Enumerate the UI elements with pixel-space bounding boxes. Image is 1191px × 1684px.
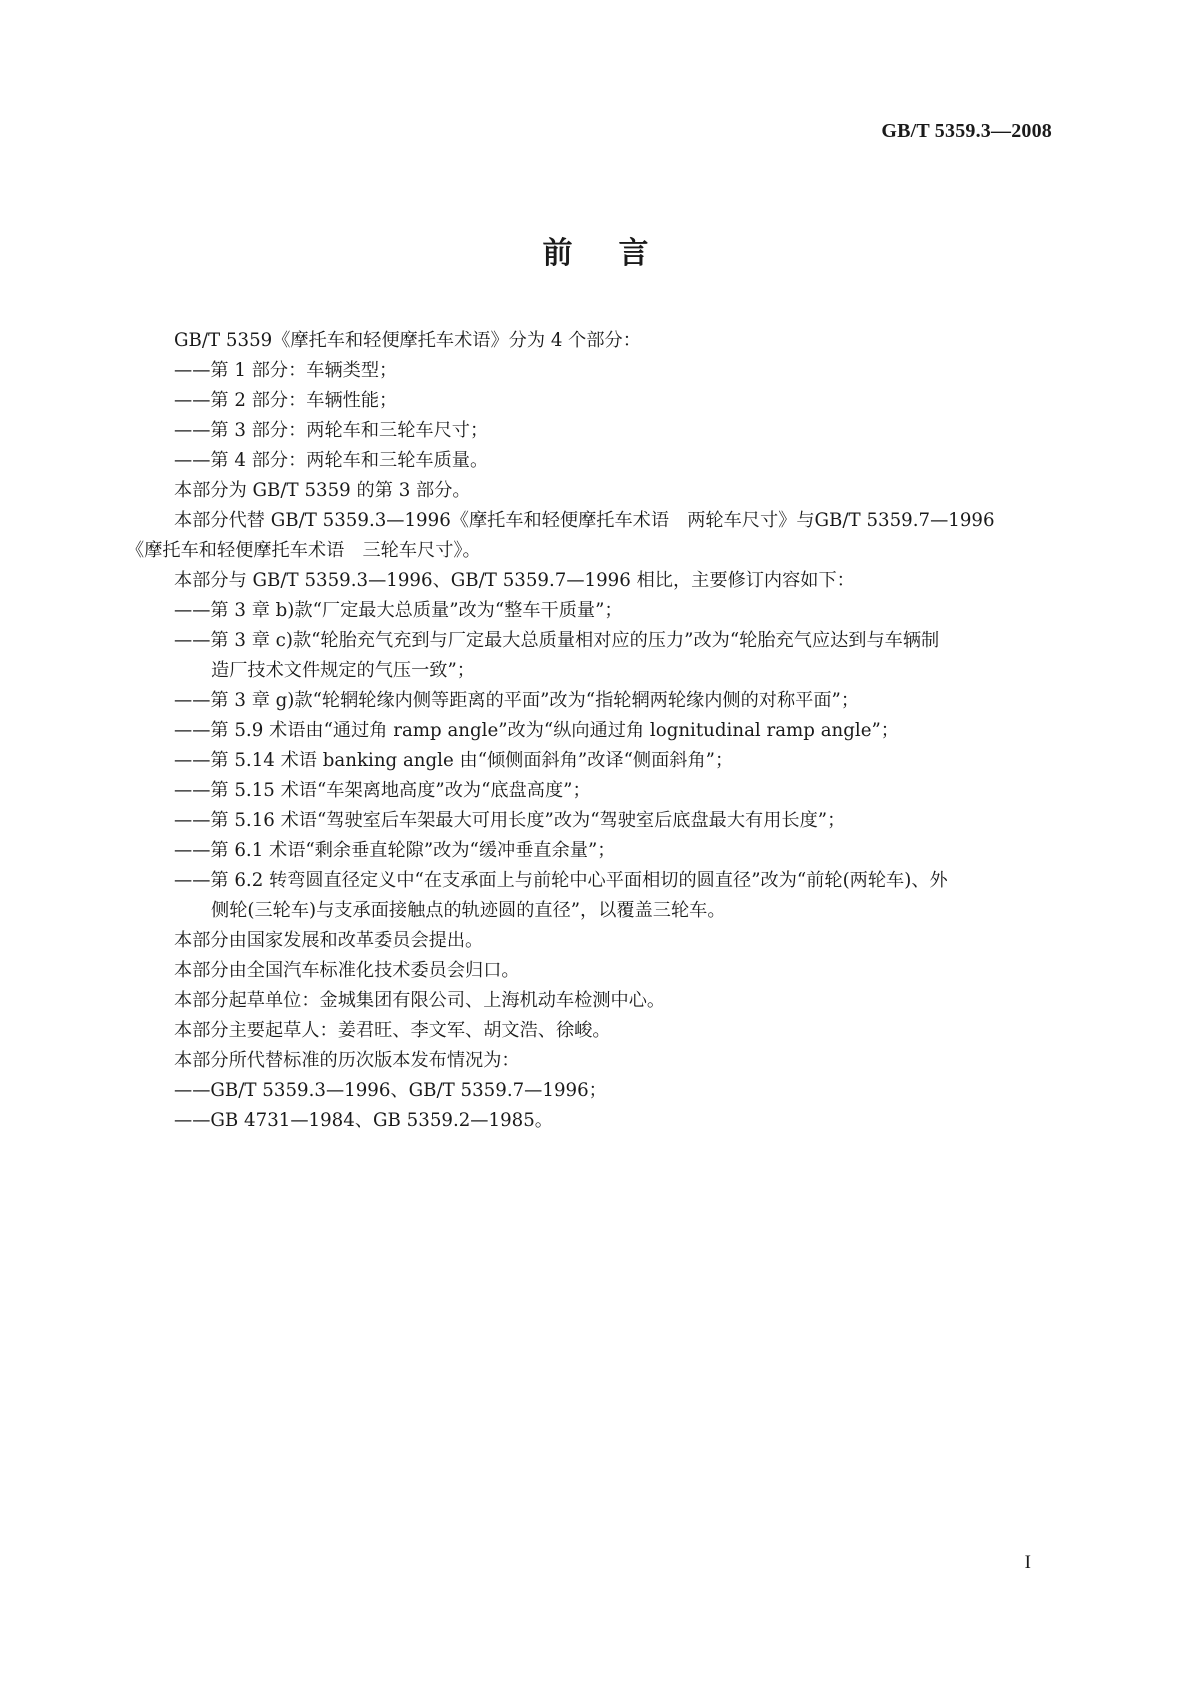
list-item: ——第 2 部分：车辆性能； [174, 390, 398, 411]
list-item: ——第 3 部分：两轮车和三轮车尺寸； [174, 420, 489, 441]
list-item: ——第 3 章 b)款“厂定最大总质量”改为“整车干质量”； [174, 600, 623, 621]
paragraph: 本部分代替 GB/T 5359.3—1996《摩托车和轻便摩托车术语 两轮车尺寸》与GB/T 5359.7—1996 [174, 510, 995, 531]
paragraph: 本部分为 GB/T 5359 的第 3 部分。 [174, 480, 471, 501]
list-item: ——GB/T 5359.3—1996、GB/T 5359.7—1996； [174, 1080, 607, 1101]
list-item: ——第 4 部分：两轮车和三轮车质量。 [174, 450, 489, 471]
list-item: ——第 3 章 c)款“轮胎充气充到与厂定最大总质量相对应的压力”改为“轮胎充气应达到与车辆制 [174, 630, 940, 651]
list-item: ——第 6.2 转弯圆直径定义中“在支承面上与前轮中心平面相切的圆直径”改为“前轮(两轮车)、外 [174, 870, 948, 891]
list-item: ——第 1 部分：车辆类型； [174, 360, 398, 381]
document-code: GB/T 5359.3—2008 [881, 120, 1052, 142]
paragraph: 本部分所代替标准的历次版本发布情况为： [174, 1050, 520, 1071]
paragraph: 本部分由国家发展和改革委员会提出。 [174, 930, 484, 951]
paragraph: 本部分主要起草人：姜君旺、李文军、胡文浩、徐峻。 [174, 1020, 611, 1041]
paragraph: 本部分起草单位：金城集团有限公司、上海机动车检测中心。 [174, 990, 666, 1011]
list-item: ——第 6.1 术语“剩余垂直轮隙”改为“缓冲垂直余量”； [174, 840, 616, 861]
paragraph: GB/T 5359《摩托车和轻便摩托车术语》分为 4 个部分： [174, 330, 641, 351]
paragraph-continuation: 《摩托车和轻便摩托车术语 三轮车尺寸》。 [126, 540, 481, 561]
foreword-body [126, 326, 1056, 1136]
paragraph: 本部分与 GB/T 5359.3—1996、GB/T 5359.7—1996 相比，主要修订内容如下： [174, 570, 855, 591]
list-item: ——第 3 章 g)款“轮辋轮缘内侧等距离的平面”改为“指轮辋两轮缘内侧的对称平面”； [174, 690, 860, 711]
page-title: 前言 [542, 236, 695, 271]
list-item: ——第 5.14 术语 banking angle 由“倾侧面斜角”改译“侧面斜角”； [174, 750, 734, 771]
paragraph: 本部分由全国汽车标准化技术委员会归口。 [174, 960, 520, 981]
list-item: ——GB 4731—1984、GB 5359.2—1985。 [174, 1110, 553, 1131]
page-number: I [1024, 1552, 1031, 1573]
list-item-continuation: 侧轮(三轮车)与支承面接触点的轨迹圆的直径”，以覆盖三轮车。 [211, 900, 726, 921]
list-item: ——第 5.16 术语“驾驶室后车架最大可用长度”改为“驾驶室后底盘最大有用长度”； [174, 810, 846, 831]
list-item: ——第 5.9 术语由“通过角 ramp angle”改为“纵向通过角 lognitudinal ramp angle”； [174, 720, 899, 741]
list-item-continuation: 造厂技术文件规定的气压一致”； [211, 660, 475, 681]
list-item: ——第 5.15 术语“车架离地高度”改为“底盘高度”； [174, 780, 591, 801]
